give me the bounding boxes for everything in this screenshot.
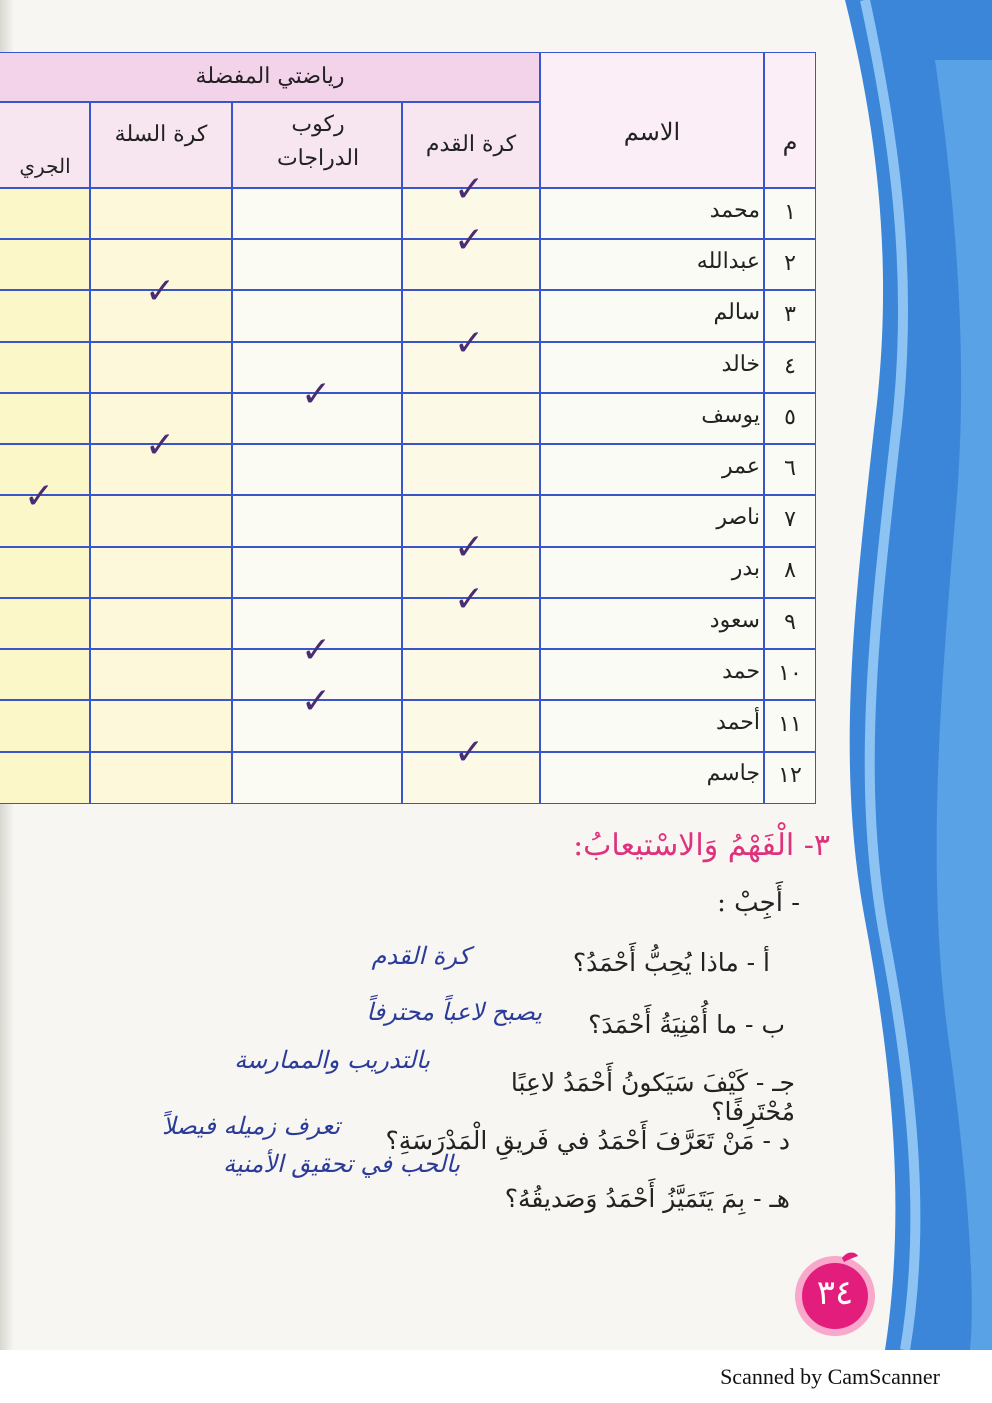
blue-wave-decoration [805,0,992,1350]
row-name: بدر [731,556,760,582]
answer-e[interactable]: بالحب في تحقيق الأمنية [223,1150,460,1178]
row-name: أحمد [716,710,760,735]
row-number: ١ [784,200,796,225]
row-name: محمد [709,198,760,223]
running-column-header: الجري [19,154,71,178]
row-number: ٦ [784,456,796,481]
answer-a[interactable]: كرة القدم [371,942,470,970]
answer-b[interactable]: يصبح لاعباً محترفاً [366,998,542,1026]
index-column-header: م [782,128,798,156]
check-mark-icon: ✓ [145,271,176,313]
scanner-credit: Scanned by CamScanner [720,1364,940,1389]
row-name: عمر [722,454,760,479]
check-mark-icon: ✓ [454,220,485,262]
page-number: ٣٤ [816,1273,854,1313]
check-mark-icon: ✓ [24,476,55,518]
row-number: ١١ [778,712,802,737]
question-e: هـ - بِمَ يَتَمَيَّزُ أَحْمَدُ وَصَديقُهُ؟ [504,1184,790,1213]
check-mark-icon: ✓ [454,732,485,774]
name-column-header: الاسم [623,118,681,146]
answer-c[interactable]: بالتدريب والممارسة [234,1046,430,1074]
section-title: ٣- الْفَهْمُ وَالاسْتيعابُ: [573,828,830,863]
check-mark-icon: ✓ [454,169,485,210]
check-mark-icon: ✓ [454,322,485,364]
question-c: جـ - كَيْفَ سَيَكونُ أَحْمَدُ لاعِبًا مُحْتَرِفًا؟ [510,1068,795,1126]
row-number: ٥ [784,404,796,430]
football-column-header: كرة القدم [425,132,517,157]
check-mark-icon: ✓ [301,629,332,671]
check-mark-icon: ✓ [454,578,485,620]
question-d: د - مَنْ تَعَرَّفَ أَحْمَدُ في فَريقِ الْمَدْرَسَةِ؟ [385,1126,790,1155]
basketball-column-header: كرة السلة [114,122,208,147]
row-number: ٢ [784,251,796,277]
row-name: سعود [709,607,760,633]
row-number: ٨ [784,558,796,584]
question-a: أ - ماذا يُحِبُّ أَحْمَدُ؟ [572,948,770,977]
row-name: خالد [721,351,760,377]
check-mark-icon: ✓ [145,425,176,466]
row-name: حمد [722,658,760,684]
page-number-badge [790,1248,880,1338]
cycling-column-header: ركوب الدراجات [276,112,360,171]
row-number: ١٢ [778,763,802,789]
row-number: ٤ [784,353,796,379]
row-number: ٩ [784,609,796,635]
row-name: عبدالله [696,249,760,275]
row-number: ٧ [784,507,796,533]
row-number: ٣ [784,302,796,328]
table-group-header: رياضتي المفضلة [195,64,345,89]
answer-d[interactable]: تعرف زميله فيصلاً [162,1112,340,1140]
row-number: ١٠ [778,660,802,686]
instruction-label: - أَجِبْ : [717,888,800,918]
check-mark-icon: ✓ [301,681,332,722]
row-name: سالم [713,300,760,326]
row-name: جاسم [706,761,760,787]
question-b: ب - ما أُمْنِيَةُ أَحْمَدَ؟ [588,1010,785,1039]
check-mark-icon: ✓ [301,373,332,415]
sports-table [0,52,816,804]
row-name: يوسف [701,402,760,428]
check-mark-icon: ✓ [454,527,485,569]
row-name: ناصر [716,505,760,531]
